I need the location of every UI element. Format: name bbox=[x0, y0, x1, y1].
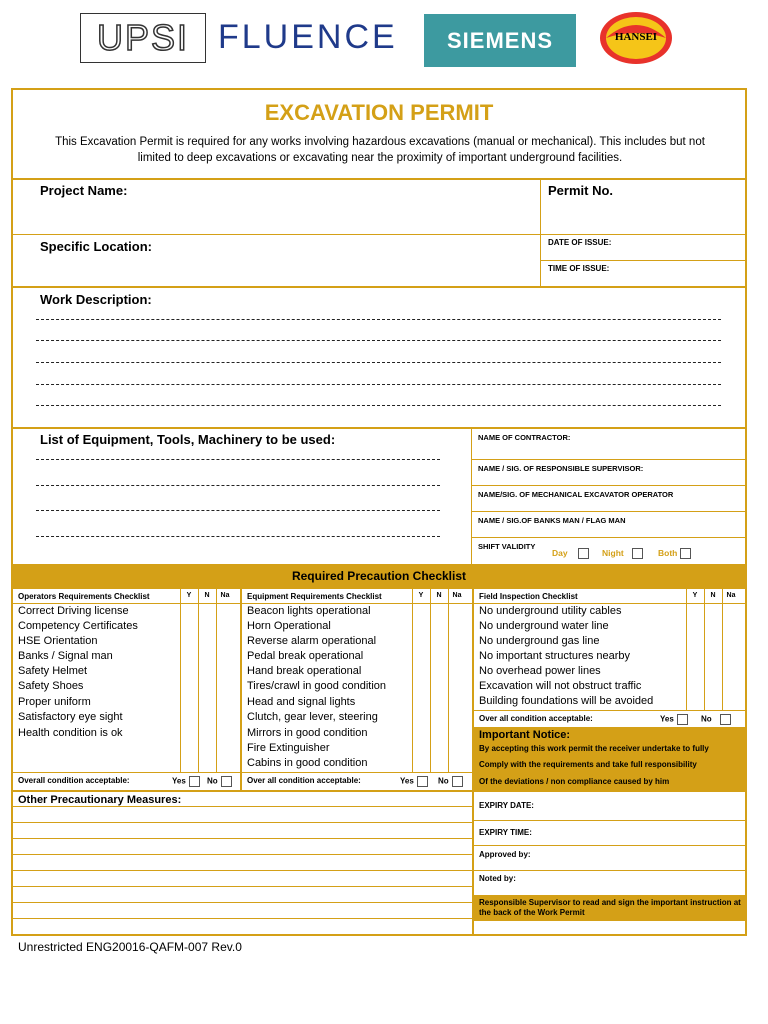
checklist-title: Required Precaution Checklist bbox=[291, 569, 467, 583]
equipment-item: Horn Operational bbox=[247, 620, 331, 632]
operators-overall-no[interactable]: No bbox=[207, 776, 232, 787]
field-item: Building foundations will be avoided bbox=[479, 695, 654, 707]
specific-location-field[interactable] bbox=[14, 256, 538, 284]
expiry-date-label: EXPIRY DATE: bbox=[479, 801, 534, 810]
specific-location-label: Specific Location: bbox=[40, 239, 152, 254]
equipment-overall: Over all condition acceptable: bbox=[247, 776, 361, 785]
intro-text: This Excavation Permit is required for any works involving hazardous excavations (manual or mechanical). This includes but not limited to deep excavations or excavating near the proximity of important underground facilities. bbox=[55, 136, 705, 164]
field-header: Field Inspection Checklist bbox=[479, 592, 578, 601]
shift-both-option[interactable]: Both bbox=[658, 548, 691, 559]
equipment-item: Beacon lights operational bbox=[247, 605, 371, 617]
work-description-line[interactable] bbox=[36, 319, 721, 320]
time-of-issue-label: TIME OF ISSUE: bbox=[548, 264, 610, 273]
field-overall: Over all condition acceptable: bbox=[479, 714, 593, 723]
field-item: Excavation will not obstruct traffic bbox=[479, 680, 642, 692]
shift-day-option[interactable]: Day bbox=[552, 548, 589, 559]
shift-night-option[interactable]: Night bbox=[602, 548, 643, 559]
operator-item: Health condition is ok bbox=[18, 727, 123, 739]
supervisor-label: NAME / SIG. OF RESPONSIBLE SUPERVISOR: bbox=[478, 464, 644, 473]
contractor-label: NAME OF CONTRACTOR: bbox=[478, 433, 571, 442]
operators-overall: Overall condition acceptable: bbox=[18, 776, 130, 785]
supervisor-note: Responsible Supervisor to read and sign the important instruction at the back of the Work Permit bbox=[479, 898, 741, 917]
equipment-item: Mirrors in good condition bbox=[247, 727, 368, 739]
shift-both-checkbox[interactable] bbox=[680, 548, 691, 559]
equipment-line[interactable] bbox=[36, 510, 440, 511]
important-notice-line: Comply with the requirements and take full responsibility bbox=[479, 760, 697, 769]
checkbox[interactable] bbox=[452, 776, 463, 787]
upsi-logo: UPSI bbox=[80, 13, 206, 63]
page-title: EXCAVATION PERMIT bbox=[264, 100, 494, 125]
equipment-item: Reverse alarm operational bbox=[247, 635, 377, 647]
shift-day-checkbox[interactable] bbox=[578, 548, 589, 559]
important-notice-line: By accepting this work permit the receiver undertake to fully bbox=[479, 744, 709, 753]
na-header: Na bbox=[726, 592, 736, 599]
work-description-label: Work Description: bbox=[40, 292, 152, 307]
field-item: No overhead power lines bbox=[479, 665, 601, 677]
equipment-item: Clutch, gear lever, steering bbox=[247, 711, 378, 723]
field-item: No underground gas line bbox=[479, 635, 600, 647]
operator-item: Proper uniform bbox=[18, 696, 91, 708]
project-name-field[interactable] bbox=[14, 200, 538, 232]
siemens-logo: SIEMENS bbox=[424, 14, 576, 67]
y-header: Y bbox=[418, 592, 424, 599]
hansei-logo: HANSEI bbox=[598, 10, 674, 66]
field-overall-no[interactable]: No bbox=[701, 714, 731, 725]
operator-item: Competency Certificates bbox=[18, 620, 138, 632]
work-description-line[interactable] bbox=[36, 384, 721, 385]
permit-no-field[interactable] bbox=[543, 200, 743, 232]
equipment-line[interactable] bbox=[36, 536, 440, 537]
work-description-line[interactable] bbox=[36, 405, 721, 406]
document-footer: Unrestricted ENG20016-QAFM-007 Rev.0 bbox=[18, 940, 242, 954]
operator-item: Safety Helmet bbox=[18, 665, 88, 677]
equipment-item: Cabins in good condition bbox=[247, 757, 368, 769]
equipment-line[interactable] bbox=[36, 485, 440, 486]
na-header: Na bbox=[452, 592, 462, 599]
operator-item: HSE Orientation bbox=[18, 635, 98, 647]
important-notice-line: Of the deviations / non compliance caused by him bbox=[479, 777, 670, 786]
equipment-item: Pedal break operational bbox=[247, 650, 364, 662]
shift-validity-label: SHIFT VALIDITY bbox=[478, 542, 536, 551]
equipment-item: Fire Extinguisher bbox=[247, 742, 330, 754]
n-header: N bbox=[436, 592, 442, 599]
operator-item: Banks / Signal man bbox=[18, 650, 113, 662]
excavator-operator-label: NAME/SIG. OF MECHANICAL EXCAVATOR OPERATOR bbox=[478, 490, 674, 499]
n-header: N bbox=[710, 592, 716, 599]
equipment-line[interactable] bbox=[36, 459, 440, 460]
operator-item: Safety Shoes bbox=[18, 680, 84, 692]
date-of-issue-label: DATE OF ISSUE: bbox=[548, 238, 612, 247]
equipment-list-label: List of Equipment, Tools, Machinery to be used: bbox=[40, 432, 336, 447]
permit-no-label: Permit No. bbox=[548, 183, 614, 198]
equipment-item: Head and signal lights bbox=[247, 696, 356, 708]
y-header: Y bbox=[692, 592, 698, 599]
y-header: Y bbox=[186, 592, 192, 599]
checkbox[interactable] bbox=[677, 714, 688, 725]
shift-night-checkbox[interactable] bbox=[632, 548, 643, 559]
checkbox[interactable] bbox=[221, 776, 232, 787]
project-name-label: Project Name: bbox=[40, 183, 128, 198]
equipment-item: Hand break operational bbox=[247, 665, 362, 677]
important-notice-title: Important Notice: bbox=[479, 729, 571, 741]
field-item: No underground utility cables bbox=[479, 605, 622, 617]
checkbox[interactable] bbox=[417, 776, 428, 787]
work-description-line[interactable] bbox=[36, 340, 721, 341]
operator-item: Satisfactory eye sight bbox=[18, 711, 123, 723]
field-overall-yes[interactable]: Yes bbox=[660, 714, 688, 725]
other-measures-label: Other Precautionary Measures: bbox=[18, 794, 182, 806]
field-item: No underground water line bbox=[479, 620, 609, 632]
equipment-header: Equipment Requirements Checklist bbox=[247, 592, 382, 601]
field-item: No important structures nearby bbox=[479, 650, 631, 662]
operators-overall-yes[interactable]: Yes bbox=[172, 776, 200, 787]
na-header: Na bbox=[220, 592, 230, 599]
equipment-overall-no[interactable]: No bbox=[438, 776, 463, 787]
checkbox[interactable] bbox=[189, 776, 200, 787]
operator-item: Correct Driving license bbox=[18, 605, 129, 617]
noted-by-label: Noted by: bbox=[479, 874, 516, 883]
n-header: N bbox=[204, 592, 210, 599]
approved-by-label: Approved by: bbox=[479, 850, 531, 859]
expiry-time-label: EXPIRY TIME: bbox=[479, 828, 532, 837]
checkbox[interactable] bbox=[720, 714, 731, 725]
equipment-item: Tires/crawl in good condition bbox=[247, 680, 386, 692]
work-description-line[interactable] bbox=[36, 362, 721, 363]
operators-header: Operators Requirements Checklist bbox=[18, 592, 150, 601]
fluence-logo: FLUENCE bbox=[218, 18, 398, 56]
banks-man-label: NAME / SIG.OF BANKS MAN / FLAG MAN bbox=[478, 516, 626, 525]
equipment-overall-yes[interactable]: Yes bbox=[400, 776, 428, 787]
